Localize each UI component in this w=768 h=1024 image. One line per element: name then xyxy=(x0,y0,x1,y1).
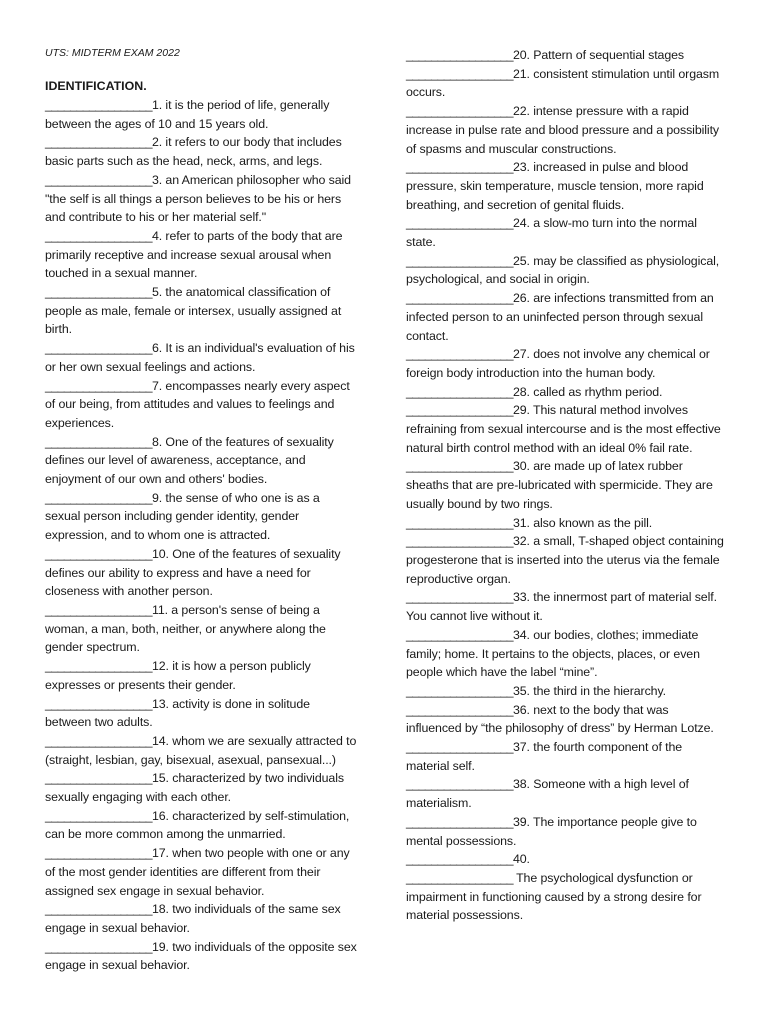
answer-blank: _________________ xyxy=(406,48,513,62)
question-text: 16. characterized by self-stimulation, can be more common among the unmarried. xyxy=(45,808,350,842)
answer-blank: _________________ xyxy=(406,534,513,549)
answer-blank: _________________ xyxy=(45,733,152,748)
question-item xyxy=(406,46,724,65)
answer-blank: _________________ xyxy=(406,104,513,119)
left-column xyxy=(45,96,357,975)
answer-blank: _________________ xyxy=(45,434,152,449)
question-text: 8. One of the features of sexuality defines our level of awareness, acceptance, and enjoyment of our own and others' bodies. xyxy=(45,434,334,487)
answer-blank: _________________ xyxy=(406,459,513,474)
question-text: 35. the third in the hierarchy. xyxy=(512,683,666,698)
question-item xyxy=(45,769,357,806)
answer-blank: _________________ xyxy=(406,216,513,231)
question-text: 29. This natural method involves refraining from sexual intercourse and is the most effective natural birth control method with an ideal 0% fail rate. xyxy=(406,403,721,455)
question-item xyxy=(45,807,357,844)
question-item xyxy=(45,339,357,376)
question-text: 3. an American philosopher who said "the self is all things a person believes to be his or hers and contribute to his or her material self." xyxy=(45,172,351,225)
question-text: 26. are infections transmitted from an infected person to an uninfected person through sexual contact. xyxy=(406,291,714,343)
question-text: 37. the fourth component of the material self. xyxy=(406,740,683,773)
question-item xyxy=(406,289,724,345)
question-text: 25. may be classified as physiological, psychological, and social in origin. xyxy=(406,253,720,287)
question-text: 2. it refers to our body that includes basic parts such as the head, neck, arms, and legs. xyxy=(45,135,342,169)
question-text: 33. the innermost part of material self. You cannot live without it. xyxy=(406,590,717,624)
question-text: 12. it is how a person publicly expresses or presents their gender. xyxy=(45,659,311,692)
question-item xyxy=(406,158,724,214)
question-item xyxy=(406,457,724,513)
question-item xyxy=(406,850,724,869)
question-item xyxy=(406,701,724,738)
question-text: 28. called as rhythm period. xyxy=(512,384,663,399)
answer-blank: _________________ xyxy=(406,347,513,362)
answer-blank: _________________ xyxy=(45,846,152,861)
question-text: 23. increased in pulse and blood pressure, skin temperature, muscle tension, more rapid breathing, and secretion of genital fluids. xyxy=(406,160,704,212)
answer-blank: _________________ xyxy=(45,490,152,505)
question-item xyxy=(45,732,357,769)
question-item xyxy=(45,489,357,545)
answer-blank: _________________ xyxy=(45,228,152,243)
question-text: 27. does not involve any chemical or foreign body introduction into the human body. xyxy=(406,347,710,380)
answer-blank: _________________ xyxy=(406,852,513,867)
question-text: 32. a small, T-shaped object containing progesterone that is inserted into the uterus via the female reproductive organ. xyxy=(406,534,724,586)
question-text: 6. It is an individual's evaluation of his or her own sexual feelings and actions. xyxy=(45,341,355,374)
question-item xyxy=(406,401,724,457)
question-text: 34. our bodies, clothes; immediate family; home. It pertains to the objects, places, or even people which have the label “mine”. xyxy=(406,627,700,680)
answer-blank: _________________ xyxy=(406,291,513,306)
question-text: 30. are made up of latex rubber sheaths that are pre-lubricated with spermicide. They are usually bound by two rings. xyxy=(406,459,713,511)
answer-blank: _________________ xyxy=(45,341,152,356)
question-item xyxy=(45,433,357,489)
answer-blank: _________________ xyxy=(406,870,513,885)
question-item xyxy=(406,532,724,588)
question-text: 17. when two people with one or any of the most gender identities are different from their assigned sex engage in sexual behavior. xyxy=(45,846,350,898)
question-text: 9. the sense of who one is as a sexual person including gender identity, gender expression, and to whom one is attracted. xyxy=(45,490,320,543)
answer-blank: _________________ xyxy=(45,939,152,954)
question-item xyxy=(45,377,357,433)
question-text: 7. encompasses nearly every aspect of our being, from attitudes and values to feelings and experiences. xyxy=(45,378,350,430)
question-item xyxy=(45,900,357,937)
answer-blank: _________________ xyxy=(45,546,152,561)
right-column xyxy=(406,46,724,925)
question-text: 31. also known as the pill. xyxy=(512,515,653,530)
question-item xyxy=(406,102,724,158)
question-item xyxy=(45,133,357,170)
answer-blank: _________________ xyxy=(45,771,152,786)
question-item xyxy=(406,65,724,102)
question-item xyxy=(45,695,357,732)
question-text: 13. activity is done in solitude between two adults. xyxy=(45,696,310,730)
answer-blank: _________________ xyxy=(45,659,152,674)
answer-blank: _________________ xyxy=(406,515,513,530)
question-text: 24. a slow-mo turn into the normal state. xyxy=(406,216,697,250)
answer-blank: _________________ xyxy=(406,253,513,268)
question-text: 5. the anatomical classification of people as male, female or intersex, usually assigned at birth. xyxy=(45,285,342,337)
question-item xyxy=(45,96,357,133)
answer-blank: _________________ xyxy=(406,627,513,642)
answer-blank: _________________ xyxy=(406,590,513,605)
question-item xyxy=(45,844,357,900)
question-text: 4. refer to parts of the body that are primarily receptive and increase sexual arousal when touched in a sexual manner. xyxy=(45,228,343,281)
question-item xyxy=(45,545,357,601)
question-text: 10. One of the features of sexuality defines our ability to express and have a need for closeness with another person. xyxy=(45,546,341,599)
question-text: 38. Someone with a high level of materialism. xyxy=(406,777,689,811)
question-item xyxy=(406,738,724,775)
question-item xyxy=(45,283,357,339)
question-text: The psychological dysfunction or impairment in functioning caused by a strong desire for material possessions. xyxy=(406,870,702,923)
question-item xyxy=(406,345,724,382)
answer-blank: _________________ xyxy=(45,135,152,150)
question-item xyxy=(45,171,357,227)
question-item xyxy=(45,227,357,283)
question-item xyxy=(406,813,724,850)
question-text: 22. intense pressure with a rapid increase in pulse rate and blood pressure and a possibility of spasms and muscular constructions. xyxy=(406,104,720,156)
question-text: 19. two individuals of the opposite sex engage in sexual behavior. xyxy=(45,939,357,973)
answer-blank: _________________ xyxy=(45,98,152,112)
answer-blank: _________________ xyxy=(406,66,513,81)
question-text: 21. consistent stimulation until orgasm occurs. xyxy=(406,66,720,100)
answer-blank: _________________ xyxy=(406,740,513,755)
question-text: 14. whom we are sexually attracted to (straight, lesbian, gay, bisexual, asexual, pansexual...) xyxy=(45,733,357,767)
answer-blank: _________________ xyxy=(406,683,513,698)
question-item xyxy=(406,626,724,682)
question-item xyxy=(406,214,724,251)
answer-blank: _________________ xyxy=(45,378,152,393)
answer-blank: _________________ xyxy=(45,696,152,711)
question-text: 20. Pattern of sequential stages xyxy=(512,48,685,62)
answer-blank: _________________ xyxy=(406,777,513,792)
answer-blank: _________________ xyxy=(45,172,152,187)
question-item xyxy=(406,252,724,289)
question-text: 40. xyxy=(512,852,530,867)
answer-blank: _________________ xyxy=(406,702,513,717)
section-title: IDENTIFICATION. xyxy=(45,79,147,93)
question-item xyxy=(406,869,724,925)
question-item xyxy=(406,775,724,812)
question-item xyxy=(406,514,724,533)
answer-blank: _________________ xyxy=(406,160,513,175)
answer-blank: _________________ xyxy=(45,808,152,823)
question-text: 39. The importance people give to mental possessions. xyxy=(406,814,697,848)
question-item xyxy=(45,601,357,657)
question-text: 1. it is the period of life, generally between the ages of 10 and 15 years old. xyxy=(45,98,330,131)
answer-blank: _________________ xyxy=(45,902,152,917)
question-text: 15. characterized by two individuals sexually engaging with each other. xyxy=(45,771,344,805)
answer-blank: _________________ xyxy=(406,403,513,418)
question-item xyxy=(45,938,357,975)
question-text: 11. a person's sense of being a woman, a man, both, neither, or anywhere along the gender spectrum. xyxy=(45,602,326,655)
answer-blank: _________________ xyxy=(45,285,152,300)
answer-blank: _________________ xyxy=(406,384,513,399)
question-item xyxy=(406,383,724,402)
question-text: 18. two individuals of the same sex engage in sexual behavior. xyxy=(45,902,341,935)
answer-blank: _________________ xyxy=(406,814,513,829)
answer-blank: _________________ xyxy=(45,602,152,617)
question-item xyxy=(406,682,724,701)
exam-header: UTS: MIDTERM EXAM 2022 xyxy=(45,47,180,59)
question-item xyxy=(406,588,724,625)
question-item xyxy=(45,657,357,694)
question-text: 36. next to the body that was influenced by “the philosophy of dress” by Herman Lotze. xyxy=(406,702,714,736)
